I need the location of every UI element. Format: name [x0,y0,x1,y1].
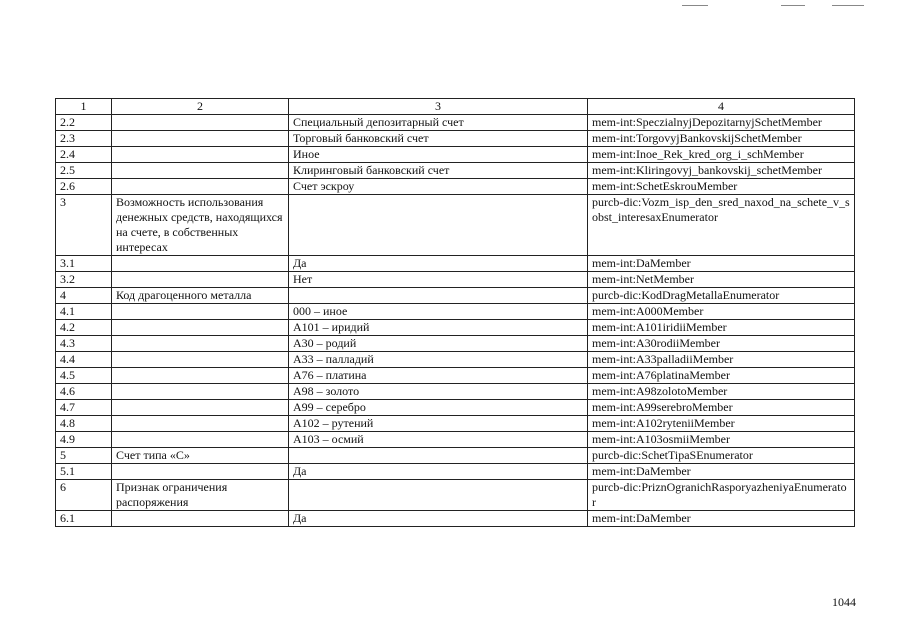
row-value [289,448,588,464]
row-name [112,147,289,163]
row-value: 000 – иное [289,304,588,320]
row-name: Признак ограничения распоряжения [112,480,289,511]
row-value: Торговый банковский счет [289,131,588,147]
row-number: 4.4 [56,352,112,368]
table-row [56,288,855,304]
row-value: A76 – платина [289,368,588,384]
row-name [112,511,289,527]
row-name [112,336,289,352]
row-code: mem-int:A33palladiiMember [588,352,855,368]
row-number: 4.2 [56,320,112,336]
row-name [112,416,289,432]
row-code: mem-int:TorgovyjBankovskijSchetMember [588,131,855,147]
table-row [56,179,855,195]
row-value: A101 – иридий [289,320,588,336]
table-row [56,195,855,256]
row-code: mem-int:A76platinaMember [588,368,855,384]
table-row [56,163,855,179]
row-code: mem-int:SpeczialnyjDepozitarnyjSchetMember [588,115,855,131]
table-row [56,115,855,131]
table-row [56,368,855,384]
row-number: 4.1 [56,304,112,320]
row-code: purcb-dic:SchetTipaSEnumerator [588,448,855,464]
row-name [112,115,289,131]
row-code: mem-int:DaMember [588,464,855,480]
row-code: mem-int:DaMember [588,511,855,527]
table-row [56,448,855,464]
top-rule-mark [682,5,708,6]
row-number: 4.3 [56,336,112,352]
row-number: 5 [56,448,112,464]
row-number: 5.1 [56,464,112,480]
row-code: mem-int:Kliringovyj_bankovskij_schetMember [588,163,855,179]
row-value: Да [289,511,588,527]
row-name [112,131,289,147]
row-name [112,352,289,368]
row-name [112,272,289,288]
row-name [112,320,289,336]
row-value: A98 – золото [289,384,588,400]
row-number: 2.4 [56,147,112,163]
row-value: A99 – серебро [289,400,588,416]
row-value: Да [289,256,588,272]
row-code: mem-int:DaMember [588,256,855,272]
row-value: A30 – родий [289,336,588,352]
row-number: 4.6 [56,384,112,400]
row-number: 6 [56,480,112,511]
column-header-2: 2 [112,99,289,115]
row-code: mem-int:A102ryteniiMember [588,416,855,432]
row-value: Нет [289,272,588,288]
row-name [112,464,289,480]
table-row [56,352,855,368]
column-header-4: 4 [588,99,855,115]
table-row [56,304,855,320]
row-number: 6.1 [56,511,112,527]
row-name [112,304,289,320]
table-row [56,511,855,527]
row-code: mem-int:A103osmiiMember [588,432,855,448]
row-code: mem-int:Inoe_Rek_kred_org_i_schMember [588,147,855,163]
row-code: mem-int:A101iridiiMember [588,320,855,336]
row-number: 4.8 [56,416,112,432]
row-value [289,480,588,511]
row-value: Счет эскроу [289,179,588,195]
row-number: 4.7 [56,400,112,416]
row-number: 2.5 [56,163,112,179]
table-row [56,320,855,336]
table-row [56,147,855,163]
row-value: Иное [289,147,588,163]
table-row [56,272,855,288]
row-number: 4.9 [56,432,112,448]
row-code: mem-int:NetMember [588,272,855,288]
table-row [56,432,855,448]
row-code: purcb-dic:Vozm_isp_den_sred_naxod_na_schete_v_sobst_interesaxEnumerator [588,195,855,256]
row-name [112,432,289,448]
row-number: 2.6 [56,179,112,195]
row-value: Специальный депозитарный счет [289,115,588,131]
row-value [289,195,588,256]
row-code: purcb-dic:KodDragMetallaEnumerator [588,288,855,304]
row-name [112,368,289,384]
row-value: A33 – палладий [289,352,588,368]
row-code: mem-int:A99serebroMember [588,400,855,416]
row-number: 2.3 [56,131,112,147]
table-row [56,480,855,511]
page-number: 1044 [832,595,856,609]
row-value: Клиринговый банковский счет [289,163,588,179]
table-row [56,336,855,352]
enumeration-table [55,98,855,527]
row-number: 4.5 [56,368,112,384]
row-name: Возможность использования денежных средств, находящихся на счете, в собственных интересах [112,195,289,256]
row-name [112,163,289,179]
row-value [289,288,588,304]
row-name: Счет типа «С» [112,448,289,464]
table-row [56,400,855,416]
row-name: Код драгоценного металла [112,288,289,304]
row-number: 4 [56,288,112,304]
table-row [56,464,855,480]
row-code: purcb-dic:PriznOgranichRasporyazheniyaEnumerator [588,480,855,511]
row-name [112,400,289,416]
table-row [56,384,855,400]
row-name [112,384,289,400]
row-code: mem-int:A98zolotoMember [588,384,855,400]
row-value: A103 – осмий [289,432,588,448]
row-name [112,179,289,195]
row-code: mem-int:SchetEskrouMember [588,179,855,195]
table-row [56,416,855,432]
top-rule-mark [832,5,864,6]
top-rule-mark [781,5,805,6]
row-number: 3.2 [56,272,112,288]
table-row [56,131,855,147]
column-header-3: 3 [289,99,588,115]
row-number: 2.2 [56,115,112,131]
row-number: 3 [56,195,112,256]
column-header-1: 1 [56,99,112,115]
row-code: mem-int:A30rodiiMember [588,336,855,352]
table-row [56,256,855,272]
row-value: Да [289,464,588,480]
row-code: mem-int:A000Member [588,304,855,320]
header-row [56,99,855,115]
row-number: 3.1 [56,256,112,272]
row-value: A102 – рутений [289,416,588,432]
row-name [112,256,289,272]
